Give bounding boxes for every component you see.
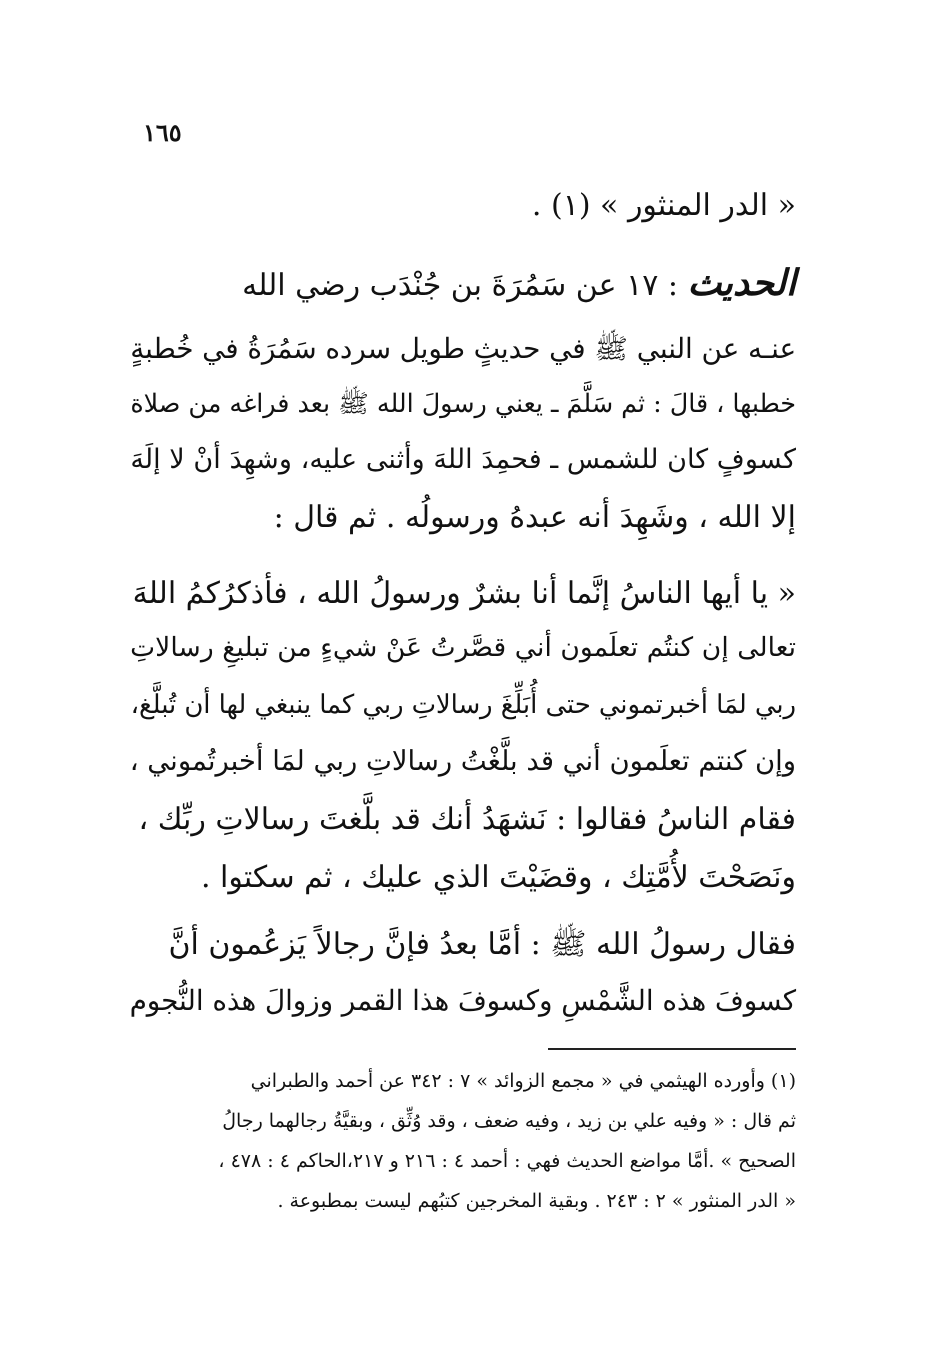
quote-line: ونَصَحْتَ لأُمَّتِك ، وقضَيْتَ الذي عليك ، ثم سكتوا . (200, 860, 796, 895)
quote-line: وإن كنتم تعلَمون أني قد بلَّغْتُ رسالاتِ ربي لمَا أخبرتُموني ، (129, 746, 796, 777)
footnote-line: « الدر المنثور » ٢ : ٢٤٣ . وبقية المخرجين كتبُهم ليست بمطبوعة . (277, 1190, 796, 1212)
quote-line: « يا أيها الناسُ إنَّما أنا بشرٌ ورسولُ الله ، فأذكرُكمُ اللهَ (132, 576, 796, 611)
footnote-line: ثم قال : « وفيه علي بن زيد ، وفيه ضعف ، وقد وُثِّق ، وبقيَّةُ رجالهما رجالُ (222, 1110, 796, 1132)
hadith-opening-line (242, 262, 796, 304)
paragraph-line: كسوفَ هذه الشَّمْسِ وكسوفَ هذا القمر وزوالَ هذه النُّجوم (129, 984, 796, 1017)
paragraph-line: فقال رسولُ الله ﷺ : أمَّا بعدُ فإنَّ رجالاً يَزعُمون أنَّ (168, 927, 796, 962)
quote-line: ربي لمَا أخبرتموني حتى أُبَلِّغَ رسالاتِ ربي كما ينبغي لها أن تُبلَّغ، (130, 690, 796, 720)
page-number: ١٦٥ (143, 118, 182, 147)
quote-line: تعالى إن كنتُم تعلَمون أني قصَّرتُ عَنْ شيءٍ من تبليغِ رسالاتِ (130, 632, 796, 663)
hadith-line: إلا الله ، وشَهِدَ أنه عبدهُ ورسولُه . ثم قال : (273, 500, 796, 535)
footnote-line: الصحيح » .أمَّا مواضع الحديث فهي : أحمد ٤ : ٢١٦ و ٢١٧،الحاكم ٤ : ٤٧٨ ، (218, 1150, 796, 1172)
hadith-label: الحديث (687, 262, 796, 304)
hadith-line: عنـه عن النبي ﷺ في حديثٍ طويل سرده سَمُرَةُ في خُطبةٍ (130, 332, 796, 365)
footnote-divider (548, 1048, 796, 1050)
hadith-line: كسوفٍ كان للشمس ـ فحمِدَ اللهَ وأثنى عليه، وشهِدَ أنْ لا إلَهَ (130, 444, 796, 475)
intro-line: « الدر المنثور » (١) . (531, 188, 796, 223)
hadith-line: خطبها ، قالَ : ثم سَلَّمَ ـ يعني رسولَ الله ﷺ بعد فراغه من صلاة (130, 388, 796, 418)
hadith-opening-text: : ١٧ عن سَمُرَةَ بن جُنْدَب رضي الله (242, 268, 678, 303)
quote-line: فقام الناسُ فقالوا : نَشهَدُ أنك قد بلَّغتَ رسالاتِ ربِّك ، (138, 802, 796, 837)
footnote-line: (١) وأورده الهيثمي في « مجمع الزوائد » ٧ : ٣٤٢ عن أحمد والطبراني (250, 1070, 796, 1092)
